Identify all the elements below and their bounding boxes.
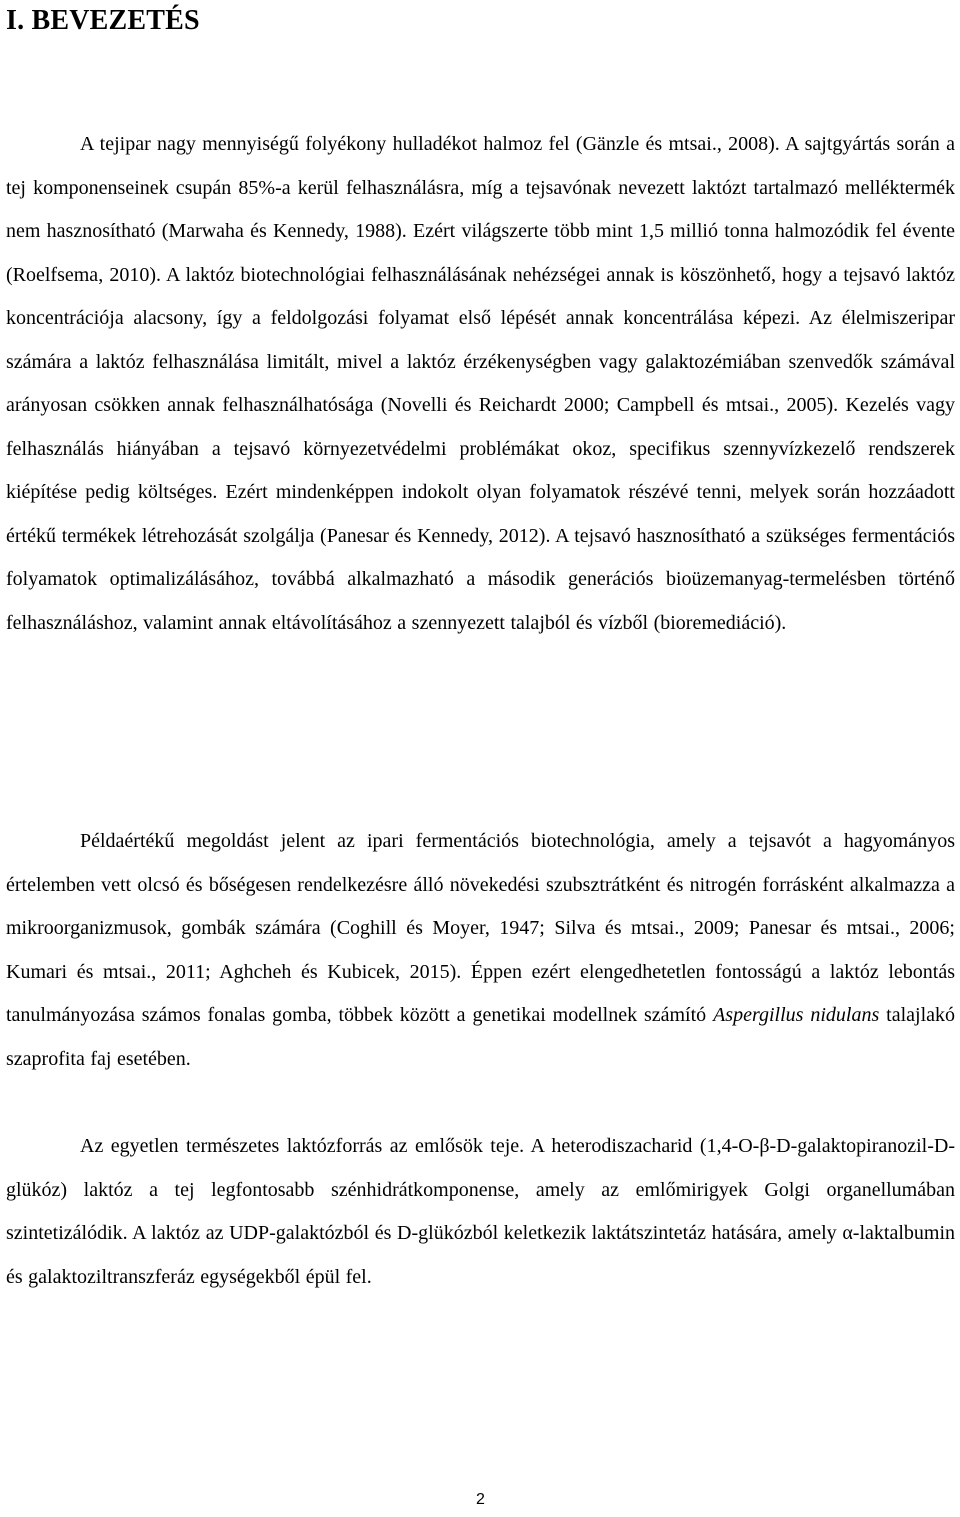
- paragraph-2-text-start: Példaértékű megoldást jelent az ipari fermentációs biotechnológia, amely a tejsavót a hagyományos értelemben vett olcsó és bőségesen rendelkezésre álló növekedési szubsztrátként és nitrogén forrásként alkalmazza a mikroorganizmusok, gombák számára (Coghill és Moyer, 1947; Silva és mtsai., 2009; Panesar és mtsai., 2006; Kumari és mtsai., 2011; Aghcheh és Kubicek, 2015). Éppen ezért elengedhetetlen fontosságú a laktóz lebontás tanulmányozása számos fonalas gomba, többek között a genetikai modellnek számító: [6, 830, 955, 1026]
- paragraph-1: A tejipar nagy mennyiségű folyékony hulladékot halmoz fel (Gänzle és mtsai., 2008). A sajtgyártás során a tej komponenseinek csupán 85%-a kerül felhasználásra, míg a tejsavónak nevezett laktózt tartalmazó melléktermék nem hasznosítható (Marwaha és Kennedy, 1988). Ezért világszerte több mint 1,5 millió tonna halmozódik fel évente (Roelfsema, 2010). A laktóz biotechnológiai felhasználásának nehézségei annak is köszönhető, hogy a tejsavó laktóz koncentrációja alacsony, így a feldolgozási folyamat első lépését annak koncentrálása képezi. Az élelmiszeripar számára a laktóz felhasználása limitált, mivel a laktóz érzékenységben vagy galaktozémiában szenvedők számával arányosan csökken annak felhasználhatósága (Novelli és Reichardt 2000; Campbell és mtsai., 2005). Kezelés vagy felhasználás hiányában a tejsavó környezetvédelmi problémákat okoz, specifikus szennyvízkezelő rendszerek kiépítése pedig költséges. Ezért mindenképpen indokolt olyan folyamatok részévé tenni, melyek során hozzáadott értékű termékek létrehozását szolgálja (Panesar és Kennedy, 2012). A tejsavó hasznosítható a szükséges fermentációs folyamatok optimalizálásához, továbbá alkalmazható a második generációs bioüzemanyag-termelésben történő felhasználáshoz, valamint annak eltávolításához a szennyezett talajból és vízből (bioremediáció).: [6, 133, 955, 634]
- section-heading: I. BEVEZETÉS: [6, 5, 200, 36]
- paragraph-3: Az egyetlen természetes laktózforrás az emlősök teje. A heterodiszacharid (1,4-O-β-D-galaktopiranozil-D-glükóz) laktóz a tej legfontosabb szénhidrátkomponense, amely az emlőmirigyek Golgi organellumában szintetizálódik. A laktóz az UDP-galaktózból és D-glükózból keletkezik laktátszintetáz hatására, amely α-laktalbumin és galaktoziltranszferáz egységekből épül fel.: [6, 1135, 955, 1288]
- species-name: Aspergillus nidulans: [713, 1004, 880, 1026]
- page-number: 2: [476, 1491, 485, 1508]
- paragraph-2: [6, 820, 955, 1081]
- paragraph-2-text-end: talajlakó szaprofita faj esetében.: [6, 1004, 956, 1070]
- document-page: [6, 0, 955, 1517]
